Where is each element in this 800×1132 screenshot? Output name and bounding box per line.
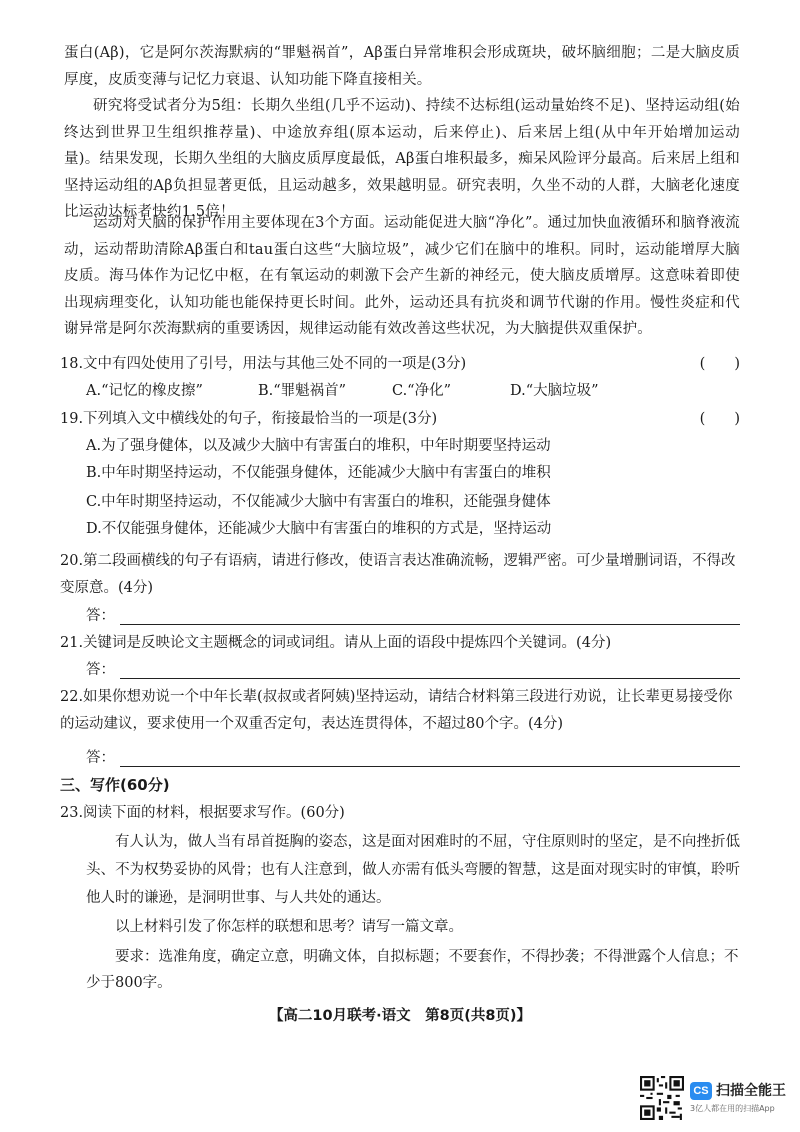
answer-line[interactable] bbox=[120, 624, 740, 625]
answer-line[interactable] bbox=[120, 766, 740, 767]
question-23-requirements: 要求：选准角度，确定立意，明确文体，自拟标题；不要套作，不得抄袭；不得泄露个人信息；不少于800字。 bbox=[86, 949, 739, 991]
question-19-option-c[interactable]: C.中年时期坚持运动，不仅能减少大脑中有害蛋白的堆积，还能强身健体 bbox=[86, 494, 551, 510]
question-19-stem: 19.下列填入文中横线处的句子，衔接最恰当的一项是(3分) bbox=[60, 411, 438, 427]
question-22-stem: 22.如果你想劝说一个中年长辈(叔叔或者阿姨)坚持运动，请结合材料第三段进行劝说，让长辈更易接受你的运动建议，要求使用一个双重否定句，表达连贯得体，不超过80个字。(4分) bbox=[60, 689, 733, 732]
answer-line[interactable] bbox=[120, 678, 740, 679]
scanner-app-name: 扫描全能王 bbox=[716, 1083, 786, 1099]
page-footer: 【高二10月联考·语文 第8页(共8页)】 bbox=[268, 1008, 532, 1024]
answer-label: 答： bbox=[86, 750, 115, 766]
question-22-answer[interactable] bbox=[86, 746, 740, 770]
question-19-option-b[interactable]: B.中年时期坚持运动，不仅能强身健体，还能减少大脑中有害蛋白的堆积 bbox=[86, 465, 551, 481]
question-18-stem: 18.文中有四处使用了引号，用法与其他三处不同的一项是(3分) bbox=[60, 356, 467, 372]
question-23-prompt: 以上材料引发了你怎样的联想和思考？请写一篇文章。 bbox=[115, 919, 463, 935]
answer-label: 答： bbox=[86, 662, 115, 678]
question-18-option-b[interactable]: B.“罪魁祸首” bbox=[258, 383, 347, 399]
question-18-option-d[interactable]: D.“大脑垃圾” bbox=[510, 383, 599, 399]
question-18-option-a[interactable]: A.“记忆的橡皮擦” bbox=[86, 383, 203, 399]
question-20-answer[interactable] bbox=[86, 604, 740, 628]
scanner-watermark bbox=[640, 1076, 790, 1126]
passage-paragraph-3: 运动对大脑的保护作用主要体现在3个方面。运动能促进大脑“净化”。通过加快血液循环和脑脊液流动，运动帮助清除Aβ蛋白和tau蛋白这些“大脑垃圾”，减少它们在脑中的堆积。同时，运动能增厚大脑皮质。海马体作为记忆中枢，在有氧运动的刺激下会产生新的神经元，使大脑皮质增厚。这意味着即使出现病理变化，认知功能也能保持更长时间。此外，运动还具有抗炎和调节代谢的作用。慢性炎症和代谢异常是阿尔茨海默病的重要诱因，规律运动能有效改善这些状况，为大脑提供双重保护。 bbox=[64, 215, 740, 337]
question-23-stem: 23.阅读下面的材料，根据要求写作。(60分) bbox=[60, 805, 345, 821]
question-18-options bbox=[86, 378, 736, 405]
question-21-stem: 21.关键词是反映论文主题概念的词或词组。请从上面的语段中提炼四个关键词。(4分) bbox=[60, 635, 612, 651]
section-3-title: 三、写作(60分) bbox=[60, 776, 170, 794]
scanner-app-tagline: 3亿人都在用的扫描App bbox=[690, 1104, 775, 1113]
question-18-answer-paren[interactable]: ( ) bbox=[699, 356, 740, 372]
question-18-option-c[interactable]: C.“净化” bbox=[392, 383, 452, 399]
passage-paragraph-2: 研究将受试者分为5组：长期久坐组(几乎不运动)、持续不达标组(运动量始终不足)、坚持运动组(始终达到世界卫生组织推荐量)、中途放弃组(原本运动，后来停止)、后来居上组(从中年开始增加运动量)。结果发现，长期久坐组的大脑皮质厚度最低，Aβ蛋白堆积最多，痴呆风险评分最高。后来居上组和坚持运动组的Aβ负担显著更低，且运动越多，效果越明显。研究表明，久坐不动的人群，大脑老化速度比运动达标者快约1.5倍！ bbox=[64, 98, 740, 220]
qr-code-icon bbox=[640, 1076, 684, 1120]
passage-paragraph-1: 蛋白(Aβ)，它是阿尔茨海默病的“罪魁祸首”，Aβ蛋白异常堆积会形成斑块，破坏脑细胞；二是大脑皮质厚度，皮质变薄与记忆力衰退、认知功能下降直接相关。 bbox=[64, 45, 740, 88]
question-19-answer-paren[interactable]: ( ) bbox=[699, 411, 740, 427]
question-19-option-a[interactable]: A.为了强身健体，以及减少大脑中有害蛋白的堆积，中年时期要坚持运动 bbox=[86, 438, 551, 454]
question-20-stem: 20.第二段画横线的句子有语病，请进行修改，使语言表达准确流畅，逻辑严密。可少量增删词语，不得改变原意。(4分) bbox=[60, 553, 736, 596]
question-19-option-d[interactable]: D.不仅能强身健体，还能减少大脑中有害蛋白的堆积的方式是，坚持运动 bbox=[86, 521, 552, 537]
question-23-material: 有人认为，做人当有昂首挺胸的姿态，这是面对困难时的不屈，守住原则时的坚定，是不向挫折低头、不为权势妥协的风骨；也有人注意到，做人亦需有低头弯腰的智慧，这是面对现实时的审慎，聆听他人时的谦逊，是洞明世事、与人共处的通达。 bbox=[86, 834, 740, 906]
answer-label: 答： bbox=[86, 608, 115, 624]
camscanner-logo-icon: CS bbox=[690, 1082, 712, 1100]
question-21-answer[interactable] bbox=[86, 658, 740, 682]
